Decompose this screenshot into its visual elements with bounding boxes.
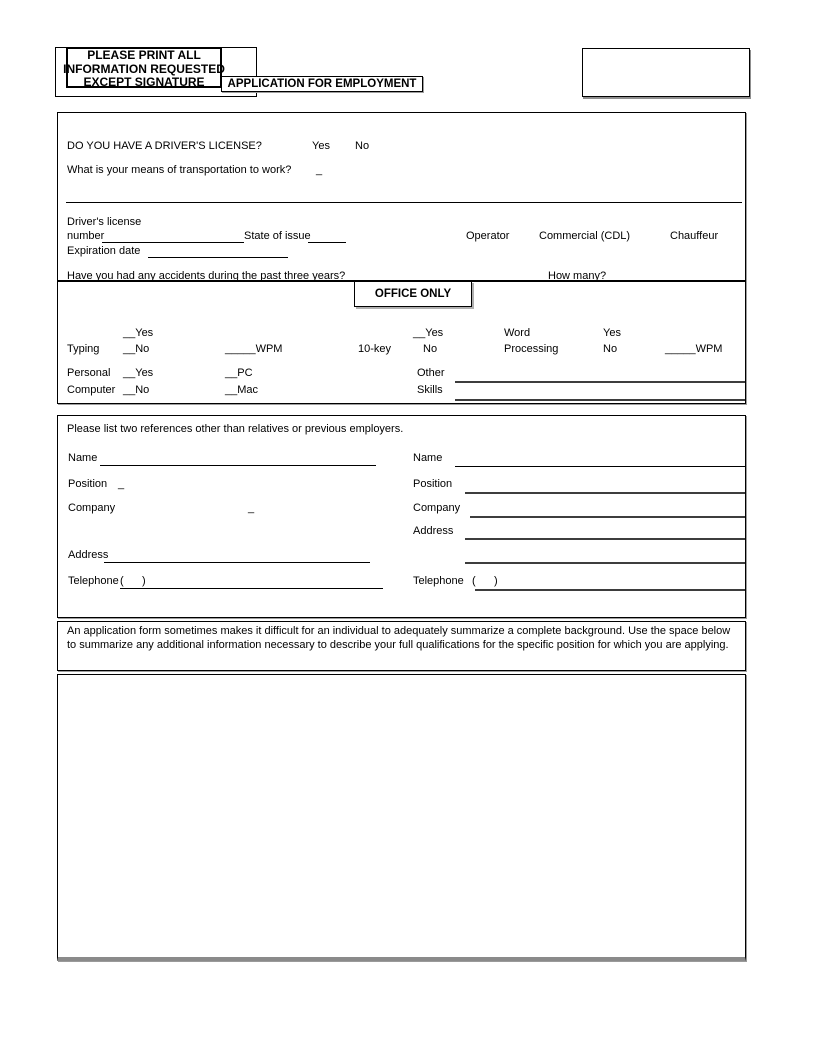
ref2-name-line[interactable] bbox=[455, 466, 745, 467]
ref1-name-line[interactable] bbox=[100, 465, 376, 466]
print-notice bbox=[63, 47, 225, 89]
references-section bbox=[57, 415, 746, 618]
word-processing-label-2: Processing bbox=[504, 343, 559, 355]
ref1-position-label: Position bbox=[68, 478, 108, 490]
personal-computer-yes-option[interactable]: __Yes bbox=[123, 367, 154, 379]
ref1-company-label: Company bbox=[68, 502, 116, 514]
other-skills-line-2[interactable] bbox=[455, 399, 745, 401]
ref1-address-line[interactable] bbox=[104, 562, 370, 563]
references-intro: Please list two references other than relatives or previous employers. bbox=[67, 423, 404, 435]
commercial-cdl-option[interactable]: Commercial (CDL) bbox=[539, 230, 631, 242]
personal-computer-label-1: Personal bbox=[67, 367, 111, 379]
operator-option[interactable]: Operator bbox=[466, 230, 510, 242]
license-question-label: DO YOU HAVE A DRIVER'S LICENSE? bbox=[67, 140, 262, 152]
typing-wpm-blank[interactable]: _____WPM bbox=[225, 343, 283, 355]
print-notice-line-1: PLEASE PRINT ALL bbox=[87, 48, 201, 62]
ref1-telephone-parens[interactable]: ( ) bbox=[120, 575, 146, 587]
typing-no-option[interactable]: __No bbox=[123, 343, 150, 355]
ref2-telephone-parens[interactable]: ( ) bbox=[472, 575, 498, 587]
drivers-license-label: Driver's license bbox=[67, 216, 142, 228]
ref2-telephone-label: Telephone bbox=[413, 575, 464, 587]
state-of-issue-line[interactable] bbox=[308, 242, 346, 243]
summary-paragraph: An application form sometimes makes it difficult for an individual to adequately summarize a complete background. Use the space below to summarize any additional information necessary to describe your full qualifications for the specific position for which you are applying. bbox=[67, 625, 731, 651]
office-only-section bbox=[57, 281, 746, 404]
ref2-position-line[interactable] bbox=[465, 492, 745, 494]
ref1-address-label: Address bbox=[68, 549, 109, 561]
other-skills-label-2: Skills bbox=[417, 384, 443, 396]
license-no-option[interactable]: No bbox=[355, 140, 370, 152]
ref2-position-label: Position bbox=[413, 478, 453, 490]
transportation-blank[interactable]: _ bbox=[316, 164, 323, 176]
state-of-issue-label: State of issue bbox=[244, 230, 311, 242]
other-skills-label-1: Other bbox=[417, 367, 445, 379]
word-processing-yes-option[interactable]: Yes bbox=[603, 327, 621, 339]
license-yes-option[interactable]: Yes bbox=[312, 140, 330, 152]
print-notice-line-3: EXCEPT SIGNATURE bbox=[83, 75, 205, 89]
driver-license-section bbox=[57, 112, 746, 281]
accidents-question-label: Have you had any accidents during the past three years? bbox=[67, 270, 346, 281]
ten-key-label: 10-key bbox=[358, 343, 392, 355]
typing-yes-option[interactable]: __Yes bbox=[123, 327, 154, 339]
ref1-position-blank[interactable]: _ bbox=[118, 478, 125, 490]
expiration-date-label: Expiration date bbox=[67, 245, 141, 257]
word-processing-no-option[interactable]: No bbox=[603, 343, 618, 355]
print-notice-line-2: INFORMATION REQUESTED bbox=[63, 61, 225, 76]
word-processing-label-1: Word bbox=[504, 327, 531, 339]
ten-key-yes-option[interactable]: __Yes bbox=[413, 327, 444, 339]
other-skills-line-1[interactable] bbox=[455, 381, 745, 383]
personal-computer-label-2: Computer bbox=[67, 384, 116, 396]
transportation-question-label: What is your means of transportation to work? bbox=[67, 164, 292, 176]
ref1-telephone-line[interactable] bbox=[120, 588, 383, 589]
personal-computer-no-option[interactable]: __No bbox=[123, 384, 150, 396]
blank-header-box bbox=[582, 48, 750, 97]
ref2-address-line-2[interactable] bbox=[465, 562, 745, 564]
section-divider-line bbox=[66, 202, 742, 203]
pc-option[interactable]: __PC bbox=[225, 367, 253, 379]
license-number-label: number bbox=[67, 230, 105, 242]
license-number-line[interactable] bbox=[102, 242, 244, 243]
ref2-address-line-1[interactable] bbox=[465, 538, 745, 540]
word-processing-wpm-blank[interactable]: _____WPM bbox=[665, 343, 723, 355]
ref1-telephone-label: Telephone bbox=[68, 575, 119, 587]
how-many-label: How many? bbox=[548, 270, 607, 281]
office-only-badge: OFFICE ONLY bbox=[354, 281, 472, 307]
page-title: APPLICATION FOR EMPLOYMENT bbox=[221, 76, 423, 92]
summary-instructions-section bbox=[57, 621, 746, 671]
ref2-name-label: Name bbox=[413, 452, 443, 464]
ref2-telephone-line[interactable] bbox=[475, 589, 745, 591]
mac-option[interactable]: __Mac bbox=[225, 384, 259, 396]
chauffeur-option[interactable]: Chauffeur bbox=[670, 230, 719, 242]
ref1-company-blank[interactable]: _ bbox=[248, 502, 255, 514]
ref1-name-label: Name bbox=[68, 452, 98, 464]
expiration-date-line[interactable] bbox=[148, 257, 288, 258]
ref2-company-label: Company bbox=[413, 502, 461, 514]
ref2-company-line[interactable] bbox=[470, 516, 745, 518]
ten-key-no-option[interactable]: No bbox=[423, 343, 438, 355]
ref2-address-label: Address bbox=[413, 525, 454, 537]
additional-info-area[interactable] bbox=[57, 674, 746, 961]
typing-label: Typing bbox=[67, 343, 100, 355]
